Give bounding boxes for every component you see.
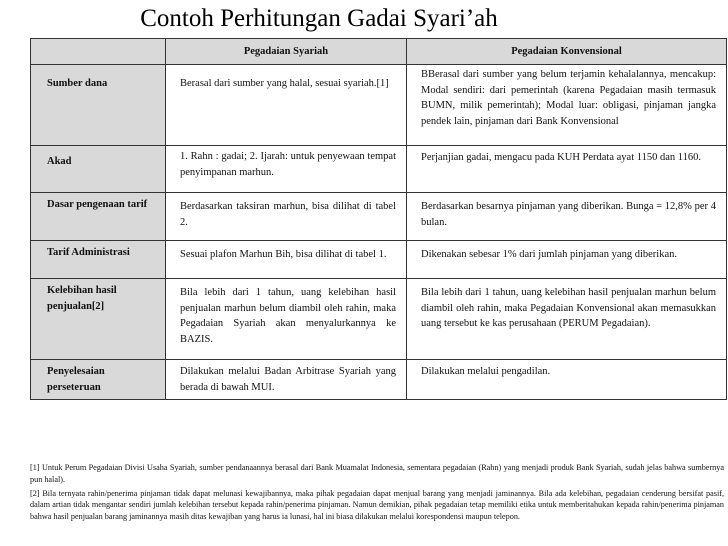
table-row [31, 193, 727, 241]
konvensional-cell: Perjanjian gadai, mengacu pada KUH Perdata ayat 1150 dan 1160. [407, 146, 727, 193]
table-row [31, 146, 727, 193]
konvensional-cell: Bila lebih dari 1 tahun, uang kelebihan hasil penjualan marhun belum diambil oleh rahin, maka Pegadaian Konvensional akan memasukkan uang tersebut ke kas perusahaan (PERUM Pegadaian). [407, 279, 727, 360]
table-row [31, 279, 727, 360]
comparison-table [30, 38, 727, 400]
table-row [31, 241, 727, 279]
row-label: Tarif Administrasi [31, 241, 166, 279]
syariah-cell: Berdasarkan taksiran marhun, bisa dilihat di tabel 2. [166, 193, 407, 241]
footnotes [30, 462, 724, 525]
header-blank [31, 39, 166, 65]
footnote-1: [1] Untuk Perum Pegadaian Divisi Usaha Syariah, sumber pendanaannya berasal dari Bank Muamalat Indonesia, sementara pegadaian (Rahn) yang menjadi produk Bank Syariah, sudah jelas bahwa sumbernya pun halal). [30, 463, 724, 484]
syariah-cell: 1. Rahn : gadai; 2. Ijarah: untuk penyewaan tempat penyimpanan marhun. [166, 146, 407, 193]
header-pegadaian-syariah: Pegadaian Syariah [166, 39, 407, 65]
header-pegadaian-konvensional: Pegadaian Konvensional [407, 39, 727, 65]
row-label: Sumber dana [31, 65, 166, 146]
row-label: Penyelesaian perseteruan [31, 360, 166, 400]
table-header-row [31, 39, 727, 65]
konvensional-cell: Dilakukan melalui pengadilan. [407, 360, 727, 400]
table-row [31, 360, 727, 400]
syariah-cell: Berasal dari sumber yang halal, sesuai syariah.[1] [166, 65, 407, 146]
row-label: Dasar pengenaan tarif [31, 193, 166, 241]
syariah-cell: Sesuai plafon Marhun Bih, bisa dilihat di tabel 1. [166, 241, 407, 279]
row-label: Kelebihan hasil penjualan[2] [31, 279, 166, 360]
footnote-2: [2] Bila ternyata rahin/penerima pinjaman tidak dapat melunasi kewajibannya, maka pihak pegadaian dapat menjual barang yang menjadi jaminannya. Bila ada kelebihan, pegadaian cenderung bersifat pasif, dalam artian tidak mengantar sendiri jumlah kelebihan tersebut kepada rahin/penerima pinjaman. Namun demikian, pihak pegadaian tetap memiliki etika untuk memberitahukan kepada rahin/penerima pinjaman bahwa hasil penjualan barang jaminannya masih ditas kewajiban yang harus ia lunasi, hal ini biasa dilakukan melalui korespondensi maupun telepon. [30, 488, 724, 522]
syariah-cell: Bila lebih dari 1 tahun, uang kelebihan hasil penjualan marhun belum diambil oleh rahin, maka Pegadaian Syariah akan menyalurkannya ke BAZIS. [166, 279, 407, 360]
page-title: Contoh Perhitungan Gadai Syari’ah [140, 5, 498, 32]
konvensional-cell: BBerasal dari sumber yang belum terjamin kehalalannya, mencakup: Modal sendiri: dari pemerintah (karena Pegadaian masih termasuk BUMN, milik pemerintah); Modal luar: obligasi, pinjaman jangka pendek lain, pinjaman dari Bank Konvensional [407, 65, 727, 146]
table-row [31, 65, 727, 146]
konvensional-cell: Dikenakan sebesar 1% dari jumlah pinjaman yang diberikan. [407, 241, 727, 279]
konvensional-cell: Berdasarkan besarnya pinjaman yang diberikan. Bunga = 12,8% per 4 bulan. [407, 193, 727, 241]
syariah-cell: Dilakukan melalui Badan Arbitrase Syariah yang berada di bawah MUI. [166, 360, 407, 400]
row-label: Akad [31, 146, 166, 193]
